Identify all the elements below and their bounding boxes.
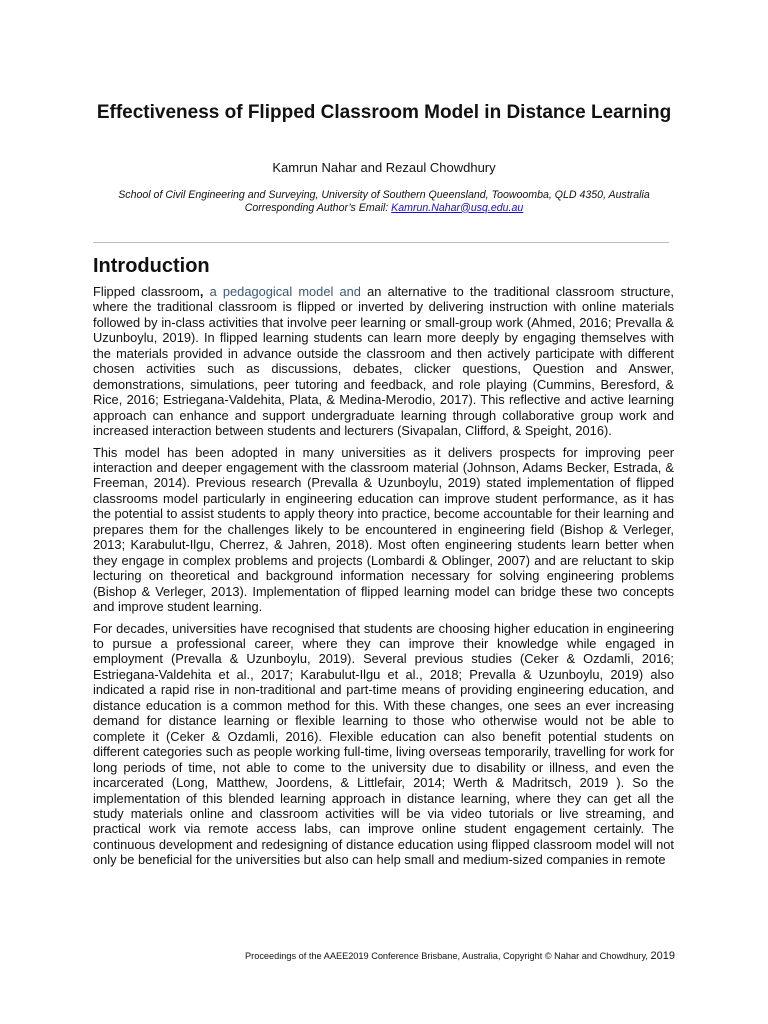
paragraph-3: For decades, universities have recognised that students are choosing higher education in engineering to pursue a professional career, where they can improve their knowledge while engaged in employment (Prevalla & Uzunboylu, 2019). Several previous studies (Ceker & Ozdamli, 2016; Estriegana-Valdehita et al., 2017; Karabulut-Ilgu et al., 2018; Prevalla & Uzunboylu, 2019) also indicated a rapid rise in non-traditional and part-time means of providing engineering education, and distance education is a common method for this. With these changes, one sees an ever increasing demand for distance learning or flexible learning to those who otherwise would not be able to complete it (Ceker & Ozdamli, 2016). Flexible education can also benefit potential students on different categories such as people working full-time, living overseas temporarily, travelling for work for long periods of time, not able to come to the university due to disability or illness, and even the incarcerated (Long, Matthew, Joordens, & Littlefair, 2014; Werth & Madritsch, 2019 ). So the implementation of this blended learning approach in distance learning, where they can get all the study materials online and classroom activities will be via video tutorials or live streaming, and practical work via remote access labs, can improve online student engagement certainly. The continuous development and redesigning of distance education using flipped classroom model will not only be beneficial for the universities but also can help small and medium-sized companies in remote [93, 620, 674, 868]
paragraph-2: This model has been adopted in many universities as it delivers prospects for improving peer interaction and deeper engagement with the classroom material (Johnson, Adams Becker, Estrada, & Freeman, 2014). Previous research (Prevalla & Uzunboylu, 2019) stated implementation of flipped classrooms model particularly in engineering education can improve student performance, as it has the potential to assist students to apply theory into practice, become accountable for their learning and prepares them for the challenges likely to be encountered in engineering field (Bishop & Verleger, 2013; Karabulut-Ilgu, Cherrez, & Jahren, 2018). Most often engineering students learn better when they engage in complex problems and projects (Lombardi & Oblinger, 2007) and are reluctant to skip lecturing on theoretical and background information necessary for solving engineering problems (Bishop & Verleger, 2013). Implementation of flipped learning model can bridge these two concepts and improve student learning. [93, 444, 674, 615]
paper-title: Effectiveness of Flipped Classroom Model in Distance Learning [96, 102, 672, 123]
paragraph-1 [93, 284, 674, 439]
affiliation-block [95, 189, 673, 214]
corresponding-author-line [95, 202, 673, 215]
header-divider [93, 242, 669, 243]
paragraph-1-rest: an alternative to the traditional classroom structure, where the traditional classroom is flipped or inverted by delivering instruction with online materials followed by in-class activities that involve peer learning or small-group work (Ahmed, 2016; Prevalla & Uzunboylu, 2019). In flipped learning students can learn more deeply by engaging themselves with the materials provided in advance outside the classroom and then actively participate with different chosen activities such as discussions, debates, clicker questions, Question and Answer, demonstrations, simulations, peer tutoring and feedback, and role playing (Cummins, Beresford, & Rice, 2016; Estriegana-Valdehita, Plata, & Medina-Merodio, 2017). This reflective and active learning approach can enhance and support undergraduate learning through collaborative group work and increased interaction between students and lecturers (Sivapalan, Clifford, & Speight, 2016). [93, 284, 675, 439]
page-footer [93, 950, 675, 962]
paragraph-1-lead: Flipped classroom [93, 284, 200, 299]
section-body [93, 284, 674, 874]
email-label: Corresponding Author’s Email: [244, 201, 389, 214]
footer-text: Proceedings of the AAEE2019 Conference Brisbane, Australia, Copyright © Nahar and Chowdhury, [245, 951, 648, 961]
footer-year: 2019 [650, 950, 675, 962]
paragraph-1-comma: , [199, 284, 204, 299]
paragraph-1-highlight: a pedagogical model and [203, 284, 361, 299]
author-email-link[interactable]: Kamrun.Nahar@usq.edu.au [391, 201, 524, 214]
author-list: Kamrun Nahar and Rezaul Chowdhury [272, 160, 496, 175]
affiliation-line: School of Civil Engineering and Surveying, University of Southern Queensland, Toowoomba, QLD 4350, Australia [118, 189, 650, 201]
section-heading-introduction: Introduction [93, 255, 210, 277]
